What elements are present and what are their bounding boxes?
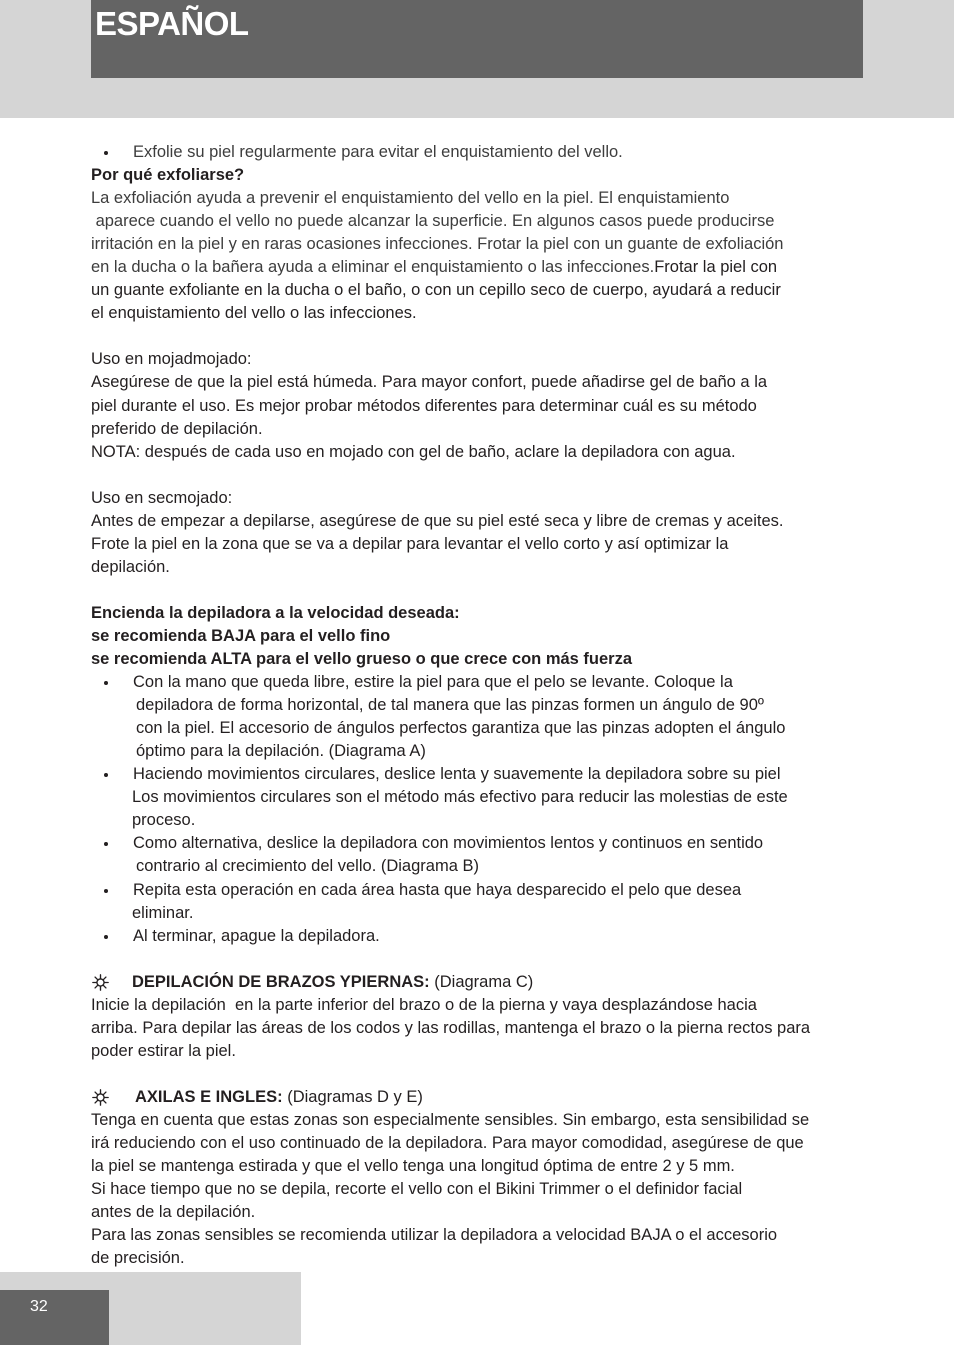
diagram-reference: (Diagrama C) xyxy=(429,972,534,991)
paragraph-line: depilación. xyxy=(91,557,170,576)
header-title-box xyxy=(91,0,863,78)
section-heading-text xyxy=(132,971,533,994)
bullet-icon xyxy=(104,151,108,155)
list-item xyxy=(91,925,891,948)
list-item-continuation: proceso. xyxy=(132,811,196,830)
paragraph-line: aparece cuando el vello no puede alcanzar la superficie. En algunos casos puede producirse xyxy=(91,212,775,231)
paragraph-line: Si hace tiempo que no se depila, recorte el vello con el Bikini Trimmer o el definidor facial xyxy=(91,1180,743,1199)
list-item-text: Con la mano que queda libre, estire la piel para que el pelo se levante. Coloque la xyxy=(133,673,733,692)
page-number-box xyxy=(0,1290,109,1345)
paragraph-line: piel durante el uso. Es mejor probar métodos diferentes para determinar cuál es su método xyxy=(91,396,757,415)
list-item-text: Como alternativa, deslice la depiladora con movimientos lentos y continuos en sentido xyxy=(133,834,764,853)
paragraph-text: Frotar la piel con xyxy=(654,258,778,277)
list-item xyxy=(91,879,891,902)
paragraph-line: antes de la depilación. xyxy=(91,1203,256,1222)
bullet-icon xyxy=(104,935,108,939)
paragraph-line: arriba. Para depilar las áreas de los codos y las rodillas, mantenga el brazo o la pierna rectos para xyxy=(91,1018,811,1037)
bullet-icon xyxy=(104,773,108,777)
list-item-continuation: contrario al crecimiento del vello. (Diagrama B) xyxy=(136,857,479,876)
page-number: 32 xyxy=(30,1298,48,1315)
speed-low-line: se recomienda BAJA para el vello fino xyxy=(91,626,391,645)
spacer xyxy=(91,948,891,971)
list-item xyxy=(91,671,891,694)
page-content xyxy=(91,141,891,1270)
paragraph-line: irritación en la piel y en raras ocasiones infecciones. Frotar la piel con un guante de exfoliación xyxy=(91,235,784,254)
paragraph-line: Tenga en cuenta que estas zonas son especialmente sensibles. Sin embargo, esta sensibilidad se xyxy=(91,1110,810,1129)
list-item-text: Repita esta operación en cada área hasta que haya desparecido el pelo que desea xyxy=(133,880,742,899)
list-item-continuation: con la piel. El accesorio de ángulos perfectos garantiza que las pinzas adopten el ángulo xyxy=(136,719,786,738)
paragraph-line: Antes de empezar a depilarse, asegúrese de que su piel esté seca y libre de cremas y aceites. xyxy=(91,511,784,530)
paragraph-line: el enquistamiento del vello o las infecciones. xyxy=(91,304,417,323)
note-line: NOTA: después de cada uso en mojado con gel de baño, aclare la depiladora con agua. xyxy=(91,442,736,461)
speed-high-line: se recomienda ALTA para el vello grueso o que crece con más fuerza xyxy=(91,650,633,669)
spacer xyxy=(91,464,891,487)
section-heading-wet: Uso en mojadmojado: xyxy=(91,350,252,369)
section-heading-why: Por qué exfoliarse? xyxy=(91,166,245,185)
bullet-icon xyxy=(104,889,108,893)
paragraph-line: irá reduciendo con el uso continuado de la depiladora. Para mayor comodidad, asegúrese de que xyxy=(91,1134,804,1153)
list-item xyxy=(91,141,891,164)
paragraph-line: Asegúrese de que la piel está húmeda. Para mayor confort, puede añadirse gel de baño a la xyxy=(91,373,768,392)
sunburst-icon xyxy=(92,1089,109,1106)
sunburst-icon xyxy=(92,974,109,991)
page-title: ESPAÑOL xyxy=(95,5,249,42)
section-title: DEPILACIÓN DE BRAZOS YPIERNAS: xyxy=(132,972,430,991)
spacer xyxy=(91,1063,891,1086)
paragraph-line: Para las zonas sensibles se recomienda utilizar la depiladora a velocidad BAJA o el accesorio xyxy=(91,1226,778,1245)
paragraph-line: de precisión. xyxy=(91,1249,185,1268)
speed-heading: Encienda la depiladora a la velocidad deseada: xyxy=(91,603,460,622)
bullet-icon xyxy=(104,842,108,846)
spacer xyxy=(91,325,891,348)
paragraph-line xyxy=(91,256,891,279)
paragraph-line: La exfoliación ayuda a prevenir el enquistamiento del vello en la piel. El enquistamiento xyxy=(91,189,730,208)
list-item-continuation: eliminar. xyxy=(132,903,194,922)
list-item-text: Exfolie su piel regularmente para evitar el enquistamiento del vello. xyxy=(133,143,623,161)
section-heading-arms xyxy=(91,971,891,994)
paragraph-line: preferido de depilación. xyxy=(91,419,263,438)
bullet-icon xyxy=(104,681,108,685)
paragraph-text: en la ducha o la bañera ayuda a eliminar el enquistamiento o las infecciones. xyxy=(91,258,655,277)
list-item-text: Al terminar, apague la depiladora. xyxy=(133,926,380,945)
paragraph-line: Inicie la depilación en la parte inferior del brazo o de la pierna y vaya desplazándose hacia xyxy=(91,995,757,1014)
paragraph-line: Frote la piel en la zona que se va a depilar para levantar el vello corto y así optimizar la xyxy=(91,534,729,553)
paragraph-line: un guante exfoliante en la ducha o el baño, o con un cepillo seco de cuerpo, ayudará a reducir xyxy=(91,281,781,300)
paragraph-line: la piel se mantenga estirada y que el vello tenga una longitud óptima de entre 2 y 5 mm. xyxy=(91,1157,735,1176)
list-item-continuation: depiladora de forma horizontal, de tal manera que las pinzas formen un ángulo de 90º xyxy=(136,696,764,715)
list-item-continuation: óptimo para la depilación. (Diagrama A) xyxy=(136,742,426,761)
list-item-continuation: Los movimientos circulares son el método más efectivo para reducir las molestias de este xyxy=(132,788,788,807)
spacer xyxy=(91,579,891,602)
list-item xyxy=(91,832,891,855)
section-heading-underarms xyxy=(91,1086,891,1109)
diagram-reference: (Diagramas D y E) xyxy=(282,1087,423,1106)
section-title: AXILAS E INGLES: xyxy=(135,1087,283,1106)
section-heading-dry: Uso en secmojado: xyxy=(91,488,233,507)
paragraph-line: poder estirar la piel. xyxy=(91,1041,236,1060)
list-item-text: Haciendo movimientos circulares, deslice lenta y suavemente la depiladora sobre su piel xyxy=(133,765,781,784)
section-heading-text xyxy=(135,1086,423,1109)
list-item xyxy=(91,763,891,786)
